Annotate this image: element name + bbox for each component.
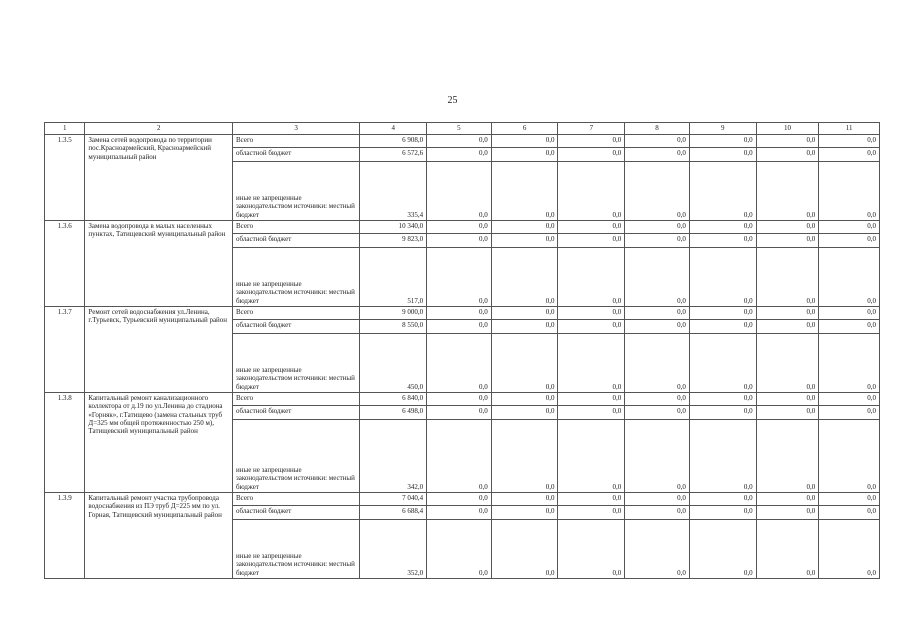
funding-source: иные не запрещенные законодательством источники: местный бюджет [233, 420, 360, 493]
amount-cell: 0,0 [427, 148, 492, 162]
table-row [45, 135, 880, 148]
column-number: 2 [85, 123, 233, 135]
funding-source: областной бюджет [233, 320, 360, 334]
funding-source: Всего [233, 135, 360, 148]
amount-cell: 0,0 [689, 320, 756, 334]
amount-cell: 0,0 [491, 234, 558, 248]
amount-cell: 0,0 [491, 393, 558, 406]
amount-cell: 0,0 [427, 420, 492, 493]
amount-cell: 0,0 [756, 135, 819, 148]
funding-source: Всего [233, 307, 360, 320]
column-number: 6 [491, 123, 558, 135]
column-number: 9 [689, 123, 756, 135]
amount-cell: 0,0 [558, 420, 625, 493]
amount-cell: 0,0 [756, 234, 819, 248]
amount-cell: 0,0 [491, 135, 558, 148]
column-number: 10 [756, 123, 819, 135]
amount-cell: 0,0 [491, 406, 558, 420]
amount-cell: 0,0 [625, 334, 690, 393]
amount-cell: 0,0 [491, 162, 558, 221]
item-code: 1.3.9 [45, 493, 85, 579]
table-row [45, 393, 880, 406]
amount-cell: 0,0 [756, 162, 819, 221]
amount-cell: 6 840,0 [360, 393, 427, 406]
amount-cell: 0,0 [491, 248, 558, 307]
amount-cell: 0,0 [625, 406, 690, 420]
amount-cell: 8 550,0 [360, 320, 427, 334]
item-code: 1.3.5 [45, 135, 85, 221]
amount-cell: 0,0 [689, 135, 756, 148]
amount-cell: 0,0 [819, 320, 880, 334]
funding-source: иные не запрещенные законодательством источники: местный бюджет [233, 162, 360, 221]
amount-cell: 0,0 [491, 420, 558, 493]
amount-cell: 0,0 [689, 393, 756, 406]
amount-cell: 0,0 [689, 406, 756, 420]
amount-cell: 0,0 [689, 148, 756, 162]
amount-cell: 0,0 [625, 221, 690, 234]
amount-cell: 0,0 [819, 393, 880, 406]
amount-cell: 0,0 [491, 221, 558, 234]
item-code: 1.3.8 [45, 393, 85, 493]
amount-cell: 0,0 [558, 520, 625, 579]
item-description: Капитальный ремонт канализационного коллектора от д.19 по ул.Ленина до стадиона «Горняк», г.Татищево (замена стальных труб Д=325 мм общей протяженностью 250 м), Татищевский муниципальный район [85, 393, 233, 493]
amount-cell: 0,0 [558, 320, 625, 334]
amount-cell: 0,0 [819, 493, 880, 506]
amount-cell: 0,0 [558, 406, 625, 420]
amount-cell: 0,0 [819, 307, 880, 320]
table-row [45, 221, 880, 234]
table-row [45, 493, 880, 506]
amount-cell: 0,0 [491, 506, 558, 520]
amount-cell: 0,0 [427, 221, 492, 234]
funding-source: областной бюджет [233, 234, 360, 248]
amount-cell: 0,0 [689, 221, 756, 234]
amount-cell: 6 498,0 [360, 406, 427, 420]
item-description: Замена сетей водопровода по территории пос.Красноармейский, Красноармейский муниципальный район [85, 135, 233, 221]
item-code: 1.3.7 [45, 307, 85, 393]
amount-cell: 0,0 [491, 493, 558, 506]
column-number: 11 [819, 123, 880, 135]
funding-source: областной бюджет [233, 148, 360, 162]
amount-cell: 0,0 [756, 406, 819, 420]
amount-cell: 0,0 [427, 320, 492, 334]
funding-source: Всего [233, 393, 360, 406]
amount-cell: 0,0 [819, 221, 880, 234]
funding-source: Всего [233, 493, 360, 506]
amount-cell: 0,0 [819, 420, 880, 493]
amount-cell: 0,0 [427, 520, 492, 579]
amount-cell: 0,0 [558, 393, 625, 406]
amount-cell: 0,0 [819, 506, 880, 520]
column-number: 7 [558, 123, 625, 135]
amount-cell: 0,0 [756, 248, 819, 307]
amount-cell: 0,0 [427, 307, 492, 320]
amount-cell: 0,0 [689, 162, 756, 221]
amount-cell: 517,0 [360, 248, 427, 307]
item-description: Ремонт сетей водоснабжения ул.Ленина, г.Турьевск, Турьевский муниципальный район [85, 307, 233, 393]
amount-cell: 0,0 [625, 148, 690, 162]
amount-cell: 0,0 [689, 334, 756, 393]
amount-cell: 0,0 [625, 506, 690, 520]
amount-cell: 0,0 [491, 148, 558, 162]
amount-cell: 0,0 [625, 234, 690, 248]
amount-cell: 0,0 [491, 320, 558, 334]
column-number: 5 [427, 123, 492, 135]
amount-cell: 0,0 [819, 148, 880, 162]
amount-cell: 0,0 [756, 307, 819, 320]
funding-source: Всего [233, 221, 360, 234]
amount-cell: 352,0 [360, 520, 427, 579]
amount-cell: 0,0 [756, 148, 819, 162]
amount-cell: 0,0 [558, 506, 625, 520]
amount-cell: 0,0 [819, 520, 880, 579]
amount-cell: 0,0 [427, 393, 492, 406]
amount-cell: 0,0 [427, 334, 492, 393]
amount-cell: 0,0 [819, 248, 880, 307]
amount-cell: 0,0 [689, 234, 756, 248]
amount-cell: 0,0 [625, 320, 690, 334]
amount-cell: 6 572,6 [360, 148, 427, 162]
page-number: 25 [447, 95, 458, 106]
amount-cell: 0,0 [689, 248, 756, 307]
amount-cell: 0,0 [491, 520, 558, 579]
amount-cell: 0,0 [427, 506, 492, 520]
amount-cell: 0,0 [819, 234, 880, 248]
funding-source: областной бюджет [233, 406, 360, 420]
amount-cell: 450,0 [360, 334, 427, 393]
amount-cell: 0,0 [427, 135, 492, 148]
funding-source: иные не запрещенные законодательством источники: местный бюджет [233, 334, 360, 393]
amount-cell: 0,0 [819, 406, 880, 420]
amount-cell: 0,0 [819, 135, 880, 148]
amount-cell: 0,0 [625, 393, 690, 406]
amount-cell: 0,0 [427, 162, 492, 221]
budget-table [44, 122, 880, 579]
funding-source: иные не запрещенные законодательством источники: местный бюджет [233, 248, 360, 307]
amount-cell: 0,0 [625, 135, 690, 148]
amount-cell: 0,0 [756, 320, 819, 334]
amount-cell: 6 688,4 [360, 506, 427, 520]
funding-source: иные не запрещенные законодательством источники: местный бюджет [233, 520, 360, 579]
amount-cell: 10 340,0 [360, 221, 427, 234]
amount-cell: 0,0 [689, 307, 756, 320]
amount-cell: 0,0 [756, 493, 819, 506]
amount-cell: 0,0 [625, 307, 690, 320]
amount-cell: 0,0 [689, 420, 756, 493]
amount-cell: 0,0 [427, 493, 492, 506]
amount-cell: 0,0 [625, 162, 690, 221]
column-number: 8 [625, 123, 690, 135]
column-number-row [45, 123, 880, 135]
amount-cell: 0,0 [491, 334, 558, 393]
funding-source: областной бюджет [233, 506, 360, 520]
amount-cell: 0,0 [558, 135, 625, 148]
amount-cell: 7 040,4 [360, 493, 427, 506]
amount-cell: 0,0 [625, 520, 690, 579]
amount-cell: 0,0 [558, 148, 625, 162]
amount-cell: 0,0 [819, 162, 880, 221]
item-description: Замена водопровода в малых населенных пунктах, Татищевский муниципальный район [85, 221, 233, 307]
amount-cell: 0,0 [558, 221, 625, 234]
amount-cell: 0,0 [558, 307, 625, 320]
column-number: 3 [233, 123, 360, 135]
amount-cell: 0,0 [756, 334, 819, 393]
amount-cell: 0,0 [558, 334, 625, 393]
amount-cell: 0,0 [427, 248, 492, 307]
amount-cell: 0,0 [756, 393, 819, 406]
amount-cell: 342,0 [360, 420, 427, 493]
amount-cell: 0,0 [558, 493, 625, 506]
amount-cell: 0,0 [427, 234, 492, 248]
amount-cell: 0,0 [625, 493, 690, 506]
amount-cell: 9 823,0 [360, 234, 427, 248]
amount-cell: 0,0 [625, 248, 690, 307]
amount-cell: 0,0 [427, 406, 492, 420]
column-number: 1 [45, 123, 85, 135]
amount-cell: 0,0 [819, 334, 880, 393]
item-code: 1.3.6 [45, 221, 85, 307]
amount-cell: 0,0 [558, 248, 625, 307]
amount-cell: 0,0 [756, 221, 819, 234]
table-row [45, 307, 880, 320]
amount-cell: 0,0 [558, 162, 625, 221]
amount-cell: 6 908,0 [360, 135, 427, 148]
amount-cell: 0,0 [756, 506, 819, 520]
amount-cell: 0,0 [689, 493, 756, 506]
amount-cell: 9 000,0 [360, 307, 427, 320]
amount-cell: 0,0 [689, 520, 756, 579]
amount-cell: 0,0 [558, 234, 625, 248]
item-description: Капитальный ремонт участка трубопровода водоснабжения из ПЭ труб Д=225 мм по ул. Горная, Татищевский муниципальный район [85, 493, 233, 579]
amount-cell: 0,0 [756, 420, 819, 493]
amount-cell: 0,0 [625, 420, 690, 493]
amount-cell: 0,0 [689, 506, 756, 520]
amount-cell: 335,4 [360, 162, 427, 221]
column-number: 4 [360, 123, 427, 135]
amount-cell: 0,0 [756, 520, 819, 579]
amount-cell: 0,0 [491, 307, 558, 320]
